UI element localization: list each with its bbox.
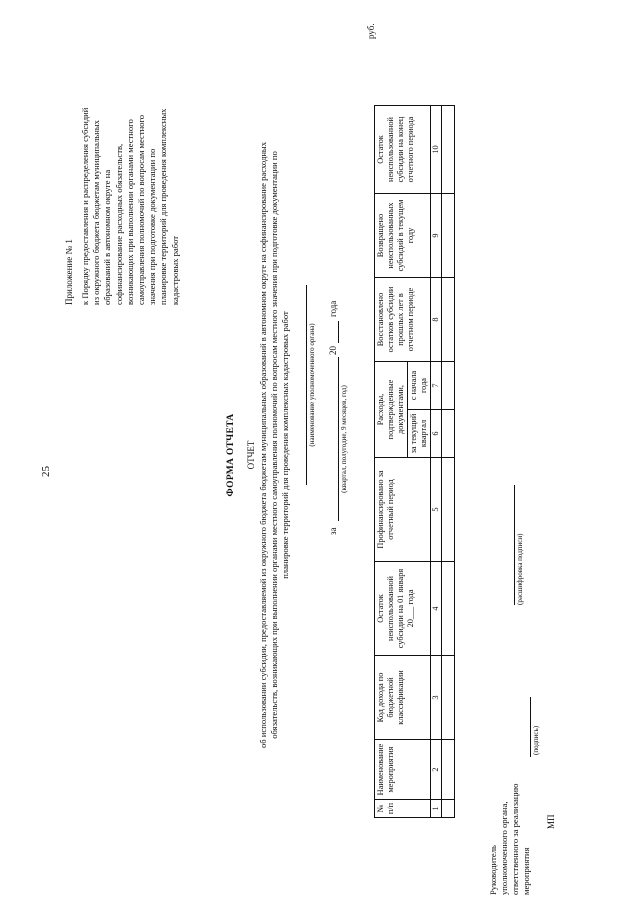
header-balance-start: Остаток неиспользованной субсидии на 01 января 20___ года <box>375 562 431 656</box>
period-za: за <box>328 527 338 535</box>
table-cell <box>442 278 455 362</box>
header-num: № п/п <box>375 800 431 818</box>
table-header-row <box>375 106 408 818</box>
period-goda: года <box>328 300 338 317</box>
page-number: 25 <box>40 466 52 477</box>
col-number: 8 <box>431 278 442 362</box>
decode-line <box>514 485 515 605</box>
table-cell <box>442 800 455 818</box>
table-cell <box>442 362 455 410</box>
table-cell <box>442 656 455 740</box>
appendix-title: Приложение № 1 <box>64 239 74 305</box>
col-number: 7 <box>431 362 442 410</box>
report-title: ОТЧЕТ <box>246 440 256 470</box>
col-number: 3 <box>431 656 442 740</box>
table-row <box>442 106 455 818</box>
col-number: 10 <box>431 106 442 194</box>
form-title: ФОРМА ОТЧЕТА <box>226 413 236 497</box>
col-number: 1 <box>431 800 442 818</box>
period-year-prefix: 20 <box>328 346 338 355</box>
org-name-caption: (наименование уполномоченного органа) <box>308 323 316 447</box>
period-caption: (квартал, полугодие, 9 месяцев, год) <box>340 385 348 493</box>
header-restored: Восстановлено остатков субсидии прошлых лет в отчетном периоде <box>375 278 431 362</box>
report-description: об использовании субсидии, предоставляемой из окружного бюджета бюджетам муниципальных образований в автономном округе на софинансирование расходных обязательств, возникающих при выполнении органами местного самоуправления полномочий по вопросам местного значения при подготовке документации по планировке территорий для проведения комплексных кадастровых работ <box>258 142 290 748</box>
table-cell <box>442 458 455 562</box>
header-financed: Профинансировано за отчетный период <box>375 458 431 562</box>
stamp-label: МП <box>546 814 556 829</box>
col-number: 6 <box>431 410 442 458</box>
table-cell <box>442 106 455 194</box>
col-number: 5 <box>431 458 442 562</box>
table-number-row <box>431 106 442 818</box>
decode-caption: (расшифровка подписи) <box>516 533 524 605</box>
appendix-text: к Порядку предоставления и распределения субсидий из окружного бюджета бюджетам муниципальных образований в автономном округе на софинансирование расходных обязательств, возникающих при выполнении органами местного самоуправления полномочий по вопросам местного значения при подготовке документации по планировке территорий для проведения комплексных кадастровых работ <box>80 107 180 305</box>
table-cell <box>442 194 455 278</box>
header-balance-end: Остаток неиспользованной субсидии на конец отчетного периода <box>375 106 431 194</box>
col-number: 9 <box>431 194 442 278</box>
header-year: с начала года <box>408 362 431 410</box>
header-returned: Возвращено неиспользованных субсидий в текущем году <box>375 194 431 278</box>
table-cell <box>442 740 455 800</box>
period-year-line <box>338 321 339 343</box>
currency-label: руб. <box>366 23 376 39</box>
table-cell <box>442 562 455 656</box>
header-expenses: Расходы, подтвержденные документами, <box>375 362 408 458</box>
period-line <box>338 357 339 521</box>
header-quarter: за текущий квартал <box>408 410 431 458</box>
signature-line <box>530 697 531 757</box>
signature-block: Руководитель уполномоченного органа, ответственного за реализацию мероприятия <box>488 783 531 895</box>
header-name: Наименование мероприятия <box>375 740 431 800</box>
col-number: 4 <box>431 562 442 656</box>
table-cell <box>442 410 455 458</box>
org-name-line <box>306 285 307 485</box>
signature-caption: (подпись) <box>532 725 540 755</box>
col-number: 2 <box>431 740 442 800</box>
report-table <box>374 105 455 818</box>
header-code: Код дохода по бюджетной классификации <box>375 656 431 740</box>
